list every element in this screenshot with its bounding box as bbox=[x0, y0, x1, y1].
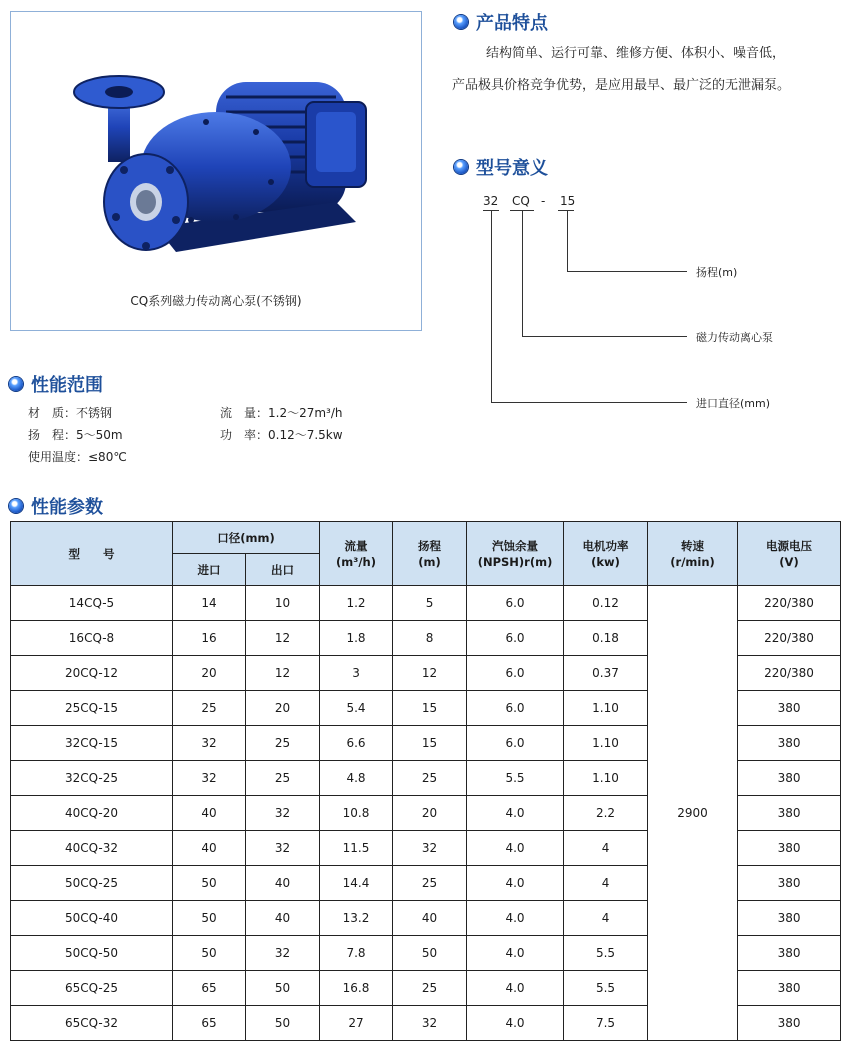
header-head-label: 扬程 bbox=[418, 538, 442, 553]
cell-model: 65CQ-32 bbox=[11, 1006, 173, 1041]
cell-power: 1.10 bbox=[564, 691, 648, 726]
cell-model: 50CQ-50 bbox=[11, 936, 173, 971]
cell-voltage: 380 bbox=[738, 761, 841, 796]
cell-head: 32 bbox=[393, 1006, 467, 1041]
cell-flow: 5.4 bbox=[320, 691, 393, 726]
header-flow-unit: (m³/h) bbox=[336, 554, 376, 569]
cell-npsh: 5.5 bbox=[467, 761, 564, 796]
cell-head: 15 bbox=[393, 726, 467, 761]
cell-voltage: 380 bbox=[738, 971, 841, 1006]
cell-voltage: 380 bbox=[738, 901, 841, 936]
header-npsh-label: 汽蚀余量 bbox=[492, 538, 539, 553]
cell-head: 25 bbox=[393, 761, 467, 796]
cell-flow: 27 bbox=[320, 1006, 393, 1041]
header-flow bbox=[320, 522, 393, 586]
cell-flow: 3 bbox=[320, 656, 393, 691]
cell-inlet: 50 bbox=[173, 936, 246, 971]
header-inlet: 进口 bbox=[173, 554, 246, 586]
cell-npsh: 4.0 bbox=[467, 796, 564, 831]
header-power-label: 电机功率 bbox=[582, 538, 629, 553]
cell-head: 25 bbox=[393, 971, 467, 1006]
model-meaning-title: 型号意义 bbox=[476, 158, 548, 179]
cell-model: 50CQ-40 bbox=[11, 901, 173, 936]
cell-model: 20CQ-12 bbox=[11, 656, 173, 691]
cell-power: 0.37 bbox=[564, 656, 648, 691]
cell-outlet: 50 bbox=[246, 1006, 320, 1041]
header-speed-label: 转速 bbox=[681, 538, 705, 553]
cell-model: 32CQ-25 bbox=[11, 761, 173, 796]
header-voltage-label: 电源电压 bbox=[766, 538, 813, 553]
cell-power: 0.12 bbox=[564, 586, 648, 621]
cell-outlet: 32 bbox=[246, 831, 320, 866]
cell-npsh: 6.0 bbox=[467, 621, 564, 656]
cell-head: 40 bbox=[393, 901, 467, 936]
cell-flow: 1.2 bbox=[320, 586, 393, 621]
cell-outlet: 10 bbox=[246, 586, 320, 621]
header-power bbox=[564, 522, 648, 586]
cell-head: 50 bbox=[393, 936, 467, 971]
cell-outlet: 32 bbox=[246, 936, 320, 971]
cell-power: 7.5 bbox=[564, 1006, 648, 1041]
cell-outlet: 25 bbox=[246, 726, 320, 761]
cell-head: 15 bbox=[393, 691, 467, 726]
code-series-letters: CQ bbox=[512, 194, 530, 208]
cell-npsh: 4.0 bbox=[467, 936, 564, 971]
cell-model: 40CQ-20 bbox=[11, 796, 173, 831]
photo-caption: CQ系列磁力传动离心泵(不锈钢) bbox=[130, 294, 302, 308]
cell-head: 25 bbox=[393, 866, 467, 901]
cell-flow: 10.8 bbox=[320, 796, 393, 831]
cell-inlet: 25 bbox=[173, 691, 246, 726]
cell-model: 65CQ-25 bbox=[11, 971, 173, 1006]
range-title: 性能范围 bbox=[31, 375, 103, 396]
cell-model: 40CQ-32 bbox=[11, 831, 173, 866]
cell-flow: 13.2 bbox=[320, 901, 393, 936]
cell-power: 5.5 bbox=[564, 971, 648, 1006]
cell-flow: 4.8 bbox=[320, 761, 393, 796]
cell-voltage: 380 bbox=[738, 866, 841, 901]
header-head-unit: (m) bbox=[418, 554, 441, 569]
cell-head: 8 bbox=[393, 621, 467, 656]
cell-model: 16CQ-8 bbox=[11, 621, 173, 656]
cell-voltage: 220/380 bbox=[738, 586, 841, 621]
cell-inlet: 32 bbox=[173, 726, 246, 761]
features-heading bbox=[454, 9, 548, 35]
cell-inlet: 16 bbox=[173, 621, 246, 656]
cell-power: 1.10 bbox=[564, 726, 648, 761]
cell-flow: 16.8 bbox=[320, 971, 393, 1006]
cell-head: 20 bbox=[393, 796, 467, 831]
cell-flow: 14.4 bbox=[320, 866, 393, 901]
header-power-unit: (kw) bbox=[591, 554, 620, 569]
cell-outlet: 25 bbox=[246, 761, 320, 796]
cell-model: 14CQ-5 bbox=[11, 586, 173, 621]
cell-inlet: 20 bbox=[173, 656, 246, 691]
cell-model: 25CQ-15 bbox=[11, 691, 173, 726]
cell-power: 0.18 bbox=[564, 621, 648, 656]
features-line-2: 产品极具价格竞争优势，是应用最早、最广泛的无泄漏泵。 bbox=[452, 78, 791, 93]
cell-flow: 6.6 bbox=[320, 726, 393, 761]
header-speed bbox=[648, 522, 738, 586]
cell-outlet: 32 bbox=[246, 796, 320, 831]
range-flow: 流 量：1.2～27m³/h bbox=[220, 406, 343, 420]
cell-inlet: 50 bbox=[173, 901, 246, 936]
code-head-number: 15 bbox=[560, 194, 576, 208]
cell-power: 4 bbox=[564, 831, 648, 866]
header-outlet: 出口 bbox=[246, 554, 320, 586]
cell-power: 4 bbox=[564, 901, 648, 936]
label-pump-type: 磁力传动离心泵 bbox=[696, 331, 773, 344]
cell-outlet: 40 bbox=[246, 901, 320, 936]
range-head: 扬 程：5～50m bbox=[28, 428, 123, 442]
cell-flow: 7.8 bbox=[320, 936, 393, 971]
model-meaning-heading bbox=[454, 154, 548, 180]
range-heading bbox=[9, 371, 103, 397]
cell-npsh: 4.0 bbox=[467, 866, 564, 901]
cell-outlet: 12 bbox=[246, 656, 320, 691]
header-voltage-unit: (V) bbox=[779, 554, 799, 569]
cell-outlet: 20 bbox=[246, 691, 320, 726]
cell-voltage: 380 bbox=[738, 831, 841, 866]
header-voltage bbox=[738, 522, 841, 586]
spec-table-body bbox=[11, 586, 841, 1041]
product-photo-frame bbox=[10, 11, 422, 331]
cell-voltage: 220/380 bbox=[738, 656, 841, 691]
cell-head: 32 bbox=[393, 831, 467, 866]
cell-voltage: 220/380 bbox=[738, 621, 841, 656]
features-title: 产品特点 bbox=[476, 13, 548, 34]
header-speed-unit: (r/min) bbox=[670, 554, 715, 569]
bullet-icon bbox=[9, 377, 23, 391]
header-npsh-unit: (NPSH)r(m) bbox=[477, 554, 553, 569]
features-line-1: 结构简单、运行可靠、维修方便、体积小、噪音低， bbox=[486, 46, 786, 61]
header-head bbox=[393, 522, 467, 586]
params-heading bbox=[9, 493, 103, 519]
cell-head: 5 bbox=[393, 586, 467, 621]
cell-npsh: 4.0 bbox=[467, 831, 564, 866]
cell-npsh: 4.0 bbox=[467, 1006, 564, 1041]
cell-npsh: 4.0 bbox=[467, 971, 564, 1006]
cell-voltage: 380 bbox=[738, 936, 841, 971]
label-inlet-diameter: 进口直径(mm) bbox=[696, 397, 771, 410]
code-inlet-number: 32 bbox=[483, 194, 499, 208]
cell-outlet: 50 bbox=[246, 971, 320, 1006]
range-temperature: 使用温度：≤80℃ bbox=[28, 450, 127, 464]
label-head: 扬程(m) bbox=[696, 266, 738, 279]
cell-head: 12 bbox=[393, 656, 467, 691]
header-model: 型 号 bbox=[11, 522, 173, 586]
cell-flow: 11.5 bbox=[320, 831, 393, 866]
cell-power: 1.10 bbox=[564, 761, 648, 796]
cell-inlet: 14 bbox=[173, 586, 246, 621]
cell-inlet: 32 bbox=[173, 761, 246, 796]
range-material: 材 质：不锈钢 bbox=[28, 406, 113, 420]
cell-voltage: 380 bbox=[738, 1006, 841, 1041]
cell-npsh: 6.0 bbox=[467, 586, 564, 621]
cell-npsh: 6.0 bbox=[467, 726, 564, 761]
header-bore: 口径(mm) bbox=[173, 522, 320, 554]
cell-speed: 2900 bbox=[648, 586, 738, 1041]
cell-outlet: 12 bbox=[246, 621, 320, 656]
cell-model: 50CQ-25 bbox=[11, 866, 173, 901]
cell-flow: 1.8 bbox=[320, 621, 393, 656]
cell-power: 2.2 bbox=[564, 796, 648, 831]
cell-voltage: 380 bbox=[738, 796, 841, 831]
cell-inlet: 40 bbox=[173, 831, 246, 866]
header-npsh bbox=[467, 522, 564, 586]
cell-voltage: 380 bbox=[738, 691, 841, 726]
cell-power: 5.5 bbox=[564, 936, 648, 971]
cell-npsh: 6.0 bbox=[467, 691, 564, 726]
bullet-icon bbox=[454, 15, 468, 29]
cell-voltage: 380 bbox=[738, 726, 841, 761]
cell-npsh: 4.0 bbox=[467, 901, 564, 936]
bullet-icon bbox=[454, 160, 468, 174]
cell-inlet: 50 bbox=[173, 866, 246, 901]
cell-npsh: 6.0 bbox=[467, 656, 564, 691]
cell-outlet: 40 bbox=[246, 866, 320, 901]
range-power: 功 率：0.12～7.5kw bbox=[220, 428, 343, 442]
magnetic-pump-image bbox=[66, 52, 386, 287]
code-dash: - bbox=[541, 194, 546, 208]
cell-power: 4 bbox=[564, 866, 648, 901]
bullet-icon bbox=[9, 499, 23, 513]
table-row bbox=[11, 586, 841, 621]
cell-inlet: 65 bbox=[173, 1006, 246, 1041]
cell-inlet: 40 bbox=[173, 796, 246, 831]
params-title: 性能参数 bbox=[31, 497, 103, 518]
cell-model: 32CQ-15 bbox=[11, 726, 173, 761]
spec-table bbox=[10, 521, 841, 1041]
cell-inlet: 65 bbox=[173, 971, 246, 1006]
header-flow-label: 流量 bbox=[344, 538, 368, 553]
